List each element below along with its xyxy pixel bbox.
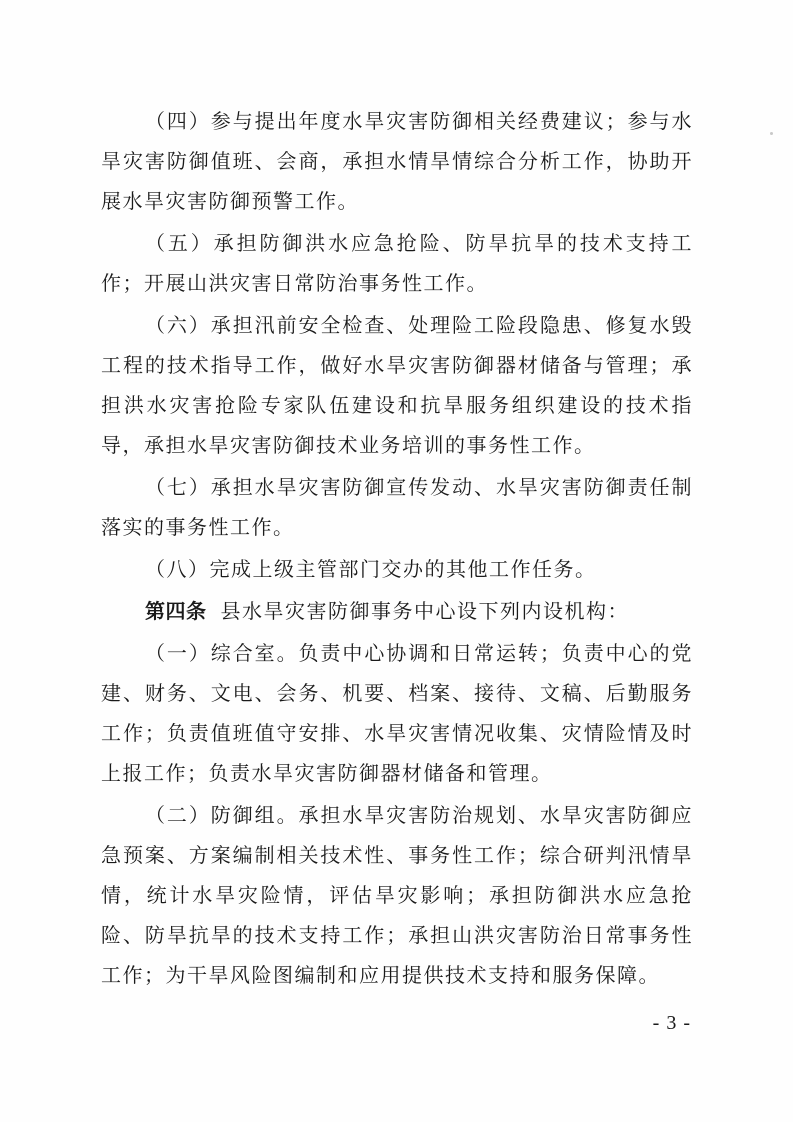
unit-general-office — [101, 633, 693, 793]
scan-speck — [770, 132, 773, 135]
paragraph-text: （七）承担水旱灾害防御宣传发动、水旱灾害防御责任制落实的事务性工作。 — [101, 475, 693, 539]
paragraph-item-4 — [101, 101, 693, 221]
paragraph-item-7 — [101, 467, 693, 547]
paragraph-text: （五）承担防御洪水应急抢险、防旱抗旱的技术支持工作；开展山洪灾害日常防治事务性工作。 — [101, 231, 693, 295]
paragraph-text: 县水旱灾害防御事务中心设下列内设机构： — [220, 599, 629, 623]
paragraph-item-6 — [101, 305, 693, 465]
paragraph-text: （八）完成上级主管部门交办的其他工作任务。 — [145, 557, 597, 581]
paragraph-text: （二）防御组。承担水旱灾害防治规划、水旱灾害防御应急预案、方案编制相关技术性、事务性工作；综合研判汛情旱情，统计水旱灾险情，评估旱灾影响；承担防御洪水应急抢险、防旱抗旱的技术支持工作；承担山洪灾害防治日常事务性工作；为干旱风险图编制和应用提供技术支持和服务保障。 — [101, 803, 693, 987]
paragraph-item-5 — [101, 223, 693, 303]
article-four-heading — [101, 591, 693, 631]
unit-defense-group — [101, 795, 693, 995]
paragraph-item-8 — [101, 549, 693, 589]
article-number: 第四条 — [145, 599, 207, 623]
paragraph-text: （四）参与提出年度水旱灾害防御相关经费建议；参与水旱灾害防御值班、会商，承担水情旱情综合分析工作，协助开展水旱灾害防御预警工作。 — [101, 109, 693, 213]
paragraph-text: （六）承担汛前安全检查、处理险工险段隐患、修复水毁工程的技术指导工作，做好水旱灾害防御器材储备与管理；承担洪水灾害抢险专家队伍建设和抗旱服务组织建设的技术指导，承担水旱灾害防御技术业务培训的事务性工作。 — [101, 313, 693, 457]
paragraph-text: （一）综合室。负责中心协调和日常运转；负责中心的党建、财务、文电、会务、机要、档案、接待、文稿、后勤服务工作；负责值班值守安排、水旱灾害情况收集、灾情险情及时上报工作；负责水旱灾害防御器材储备和管理。 — [101, 641, 693, 785]
document-body — [101, 101, 693, 997]
page-number: - 3 - — [652, 1012, 691, 1034]
